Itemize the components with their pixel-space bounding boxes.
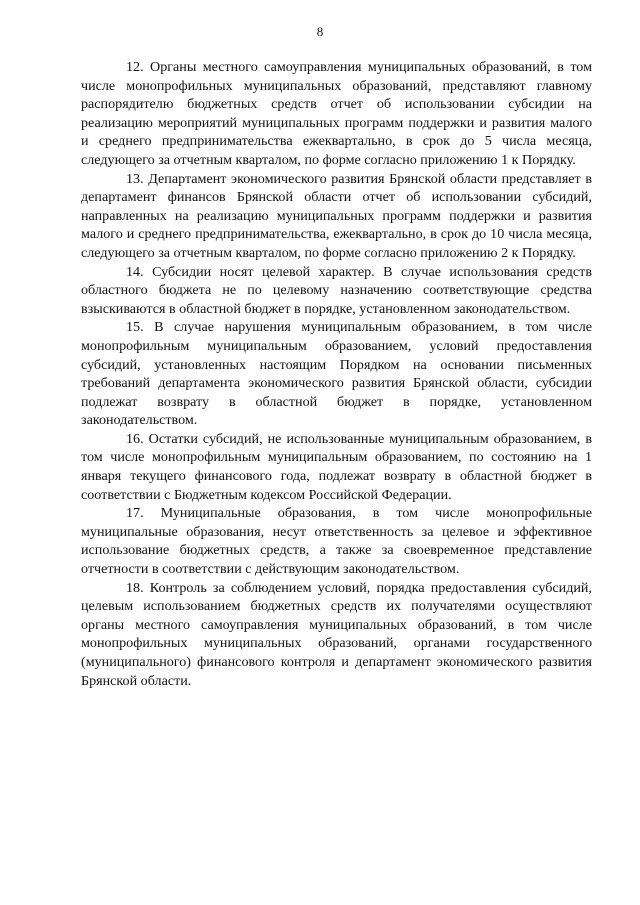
paragraph-15: 15. В случае нарушения муниципальным образованием, в том числе монопрофильным муниципальным образованием, условий предоставления субсидий, установленных настоящим Порядком на основании письменных требований департамента экономического развития Брянской области, субсидии подлежат возврату в областной бюджет в порядке, установленном законодательством. (81, 319, 592, 429)
paragraph-17: 17. Муниципальные образования, в том числе монопрофильные муниципальные образования, несут ответственность за целевое и эффективное использование бюджетных средств, а также за своевременное представление отчетности в соответствии с действующим законодательством. (81, 505, 592, 578)
paragraph-16: 16. Остатки субсидий, не использованные муниципальным образованием, в том числе монопрофильным муниципальным образованием, по состоянию на 1 января текущего финансового года, подлежат возврату в областной бюджет в соответствии с Бюджетным кодексом Российской Федерации. (81, 430, 592, 503)
page-number: 8 (316, 24, 324, 39)
paragraph-12: 12. Органы местного самоуправления муниципальных образований, в том числе монопрофильных муниципальных образований, представляют главному распорядителю бюджетных средств отчет об использовании субсидии на реализацию мероприятий муниципальных программ поддержки и развития малого и среднего предпринимательства ежеквартально, в срок до 5 числа месяца, следующего за отчетным кварталом, по форме согласно приложению 1 к Порядку. (81, 59, 592, 168)
document-body (81, 58, 592, 690)
paragraph-14: 14. Субсидии носят целевой характер. В случае использования средств областного бюджета не по целевому назначению соответствующие средства взыскиваются в областной бюджет в порядке, установленном законодательством. (81, 263, 592, 317)
paragraph-18: 18. Контроль за соблюдением условий, порядка предоставления субсидий, целевым использованием бюджетных средств их получателями осуществляют органы местного самоуправления муниципальных образований, в том числе монопрофильных муниципальных образований, органами государственного (муниципального) финансового контроля и департамент экономического развития Брянской области. (81, 579, 592, 689)
paragraph-13: 13. Департамент экономического развития Брянской области представляет в департамент финансов Брянской области отчет об использовании субсидий, направленных на реализацию муниципальных программ поддержки и развития малого и среднего предпринимательства, ежеквартально, в срок до 10 числа месяца, следующего за отчетным кварталом, по форме согласно приложению 2 к Порядку. (81, 170, 592, 261)
